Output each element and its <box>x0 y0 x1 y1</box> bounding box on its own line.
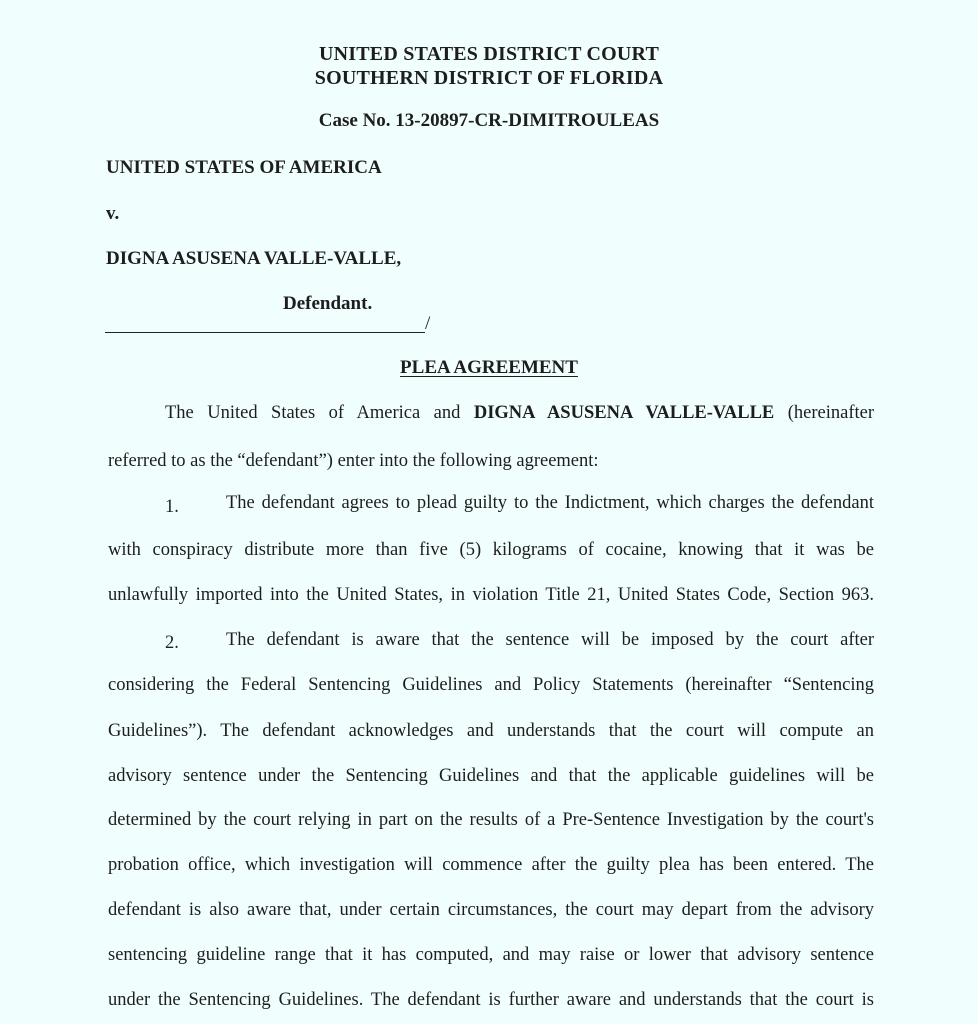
para-2-line-8: sentencing guideline range that it has computed, and may raise or lower that advisory sentence <box>108 945 874 965</box>
intro-defendant-name: DIGNA ASUSENA VALLE-VALLE <box>473 403 775 423</box>
court-line-2: SOUTHERN DISTRICT OF FLORIDA <box>314 67 664 89</box>
para-2-line-5: determined by the court relying in part on the results of a Pre-Sentence Investigation by the court's <box>108 810 874 830</box>
para-2-line-1: The defendant is aware that the sentence will be imposed by the court after <box>226 630 874 650</box>
para-1-number: 1. <box>165 497 179 517</box>
para-2-line-9: under the Sentencing Guidelines. The defendant is further aware and understands that the court is <box>108 990 874 1010</box>
court-line-1: UNITED STATES DISTRICT COURT <box>319 43 659 65</box>
para-1-line-2: with conspiracy distribute more than five (5) kilograms of cocaine, knowing that it was be <box>108 540 874 560</box>
plaintiff-name: UNITED STATES OF AMERICA <box>106 157 382 178</box>
para-1-line-1: The defendant agrees to plead guilty to the Indictment, which charges the defendant <box>226 493 874 513</box>
intro-text-c: (hereinafter <box>787 403 875 423</box>
para-2-line-7: defendant is also aware that, under certain circumstances, the court may depart from the advisory <box>108 900 874 920</box>
document-title <box>0 357 978 379</box>
para-2-line-2: considering the Federal Sentencing Guidelines and Policy Statements (hereinafter “Sentencing <box>108 675 874 695</box>
court-name <box>0 42 978 90</box>
para-2-number: 2. <box>165 633 179 653</box>
document-title-text: PLEA AGREEMENT <box>400 357 578 378</box>
caption-divider-line <box>105 332 425 333</box>
defendant-name: DIGNA ASUSENA VALLE-VALLE, <box>106 248 402 269</box>
para-2-line-6: probation office, which investigation will commence after the guilty plea has been entered. The <box>108 855 874 875</box>
intro-line-1 <box>165 403 874 424</box>
para-1-line-3: unlawfully imported into the United States, in violation Title 21, United States Code, Section 963. <box>108 585 874 605</box>
para-2-line-4: advisory sentence under the Sentencing Guidelines and that the applicable guidelines will be <box>108 766 874 786</box>
case-number: Case No. 13-20897-CR-DIMITROULEAS <box>318 110 660 131</box>
versus-label: v. <box>106 203 120 224</box>
caption-slash: / <box>425 313 431 334</box>
intro-text-a: The United States of America and <box>165 403 461 423</box>
defendant-label: Defendant. <box>283 293 373 314</box>
para-2-line-3: Guidelines”). The defendant acknowledges and understands that the court will compute an <box>108 721 874 741</box>
intro-line-2: referred to as the “defendant”) enter into the following agreement: <box>108 451 599 471</box>
